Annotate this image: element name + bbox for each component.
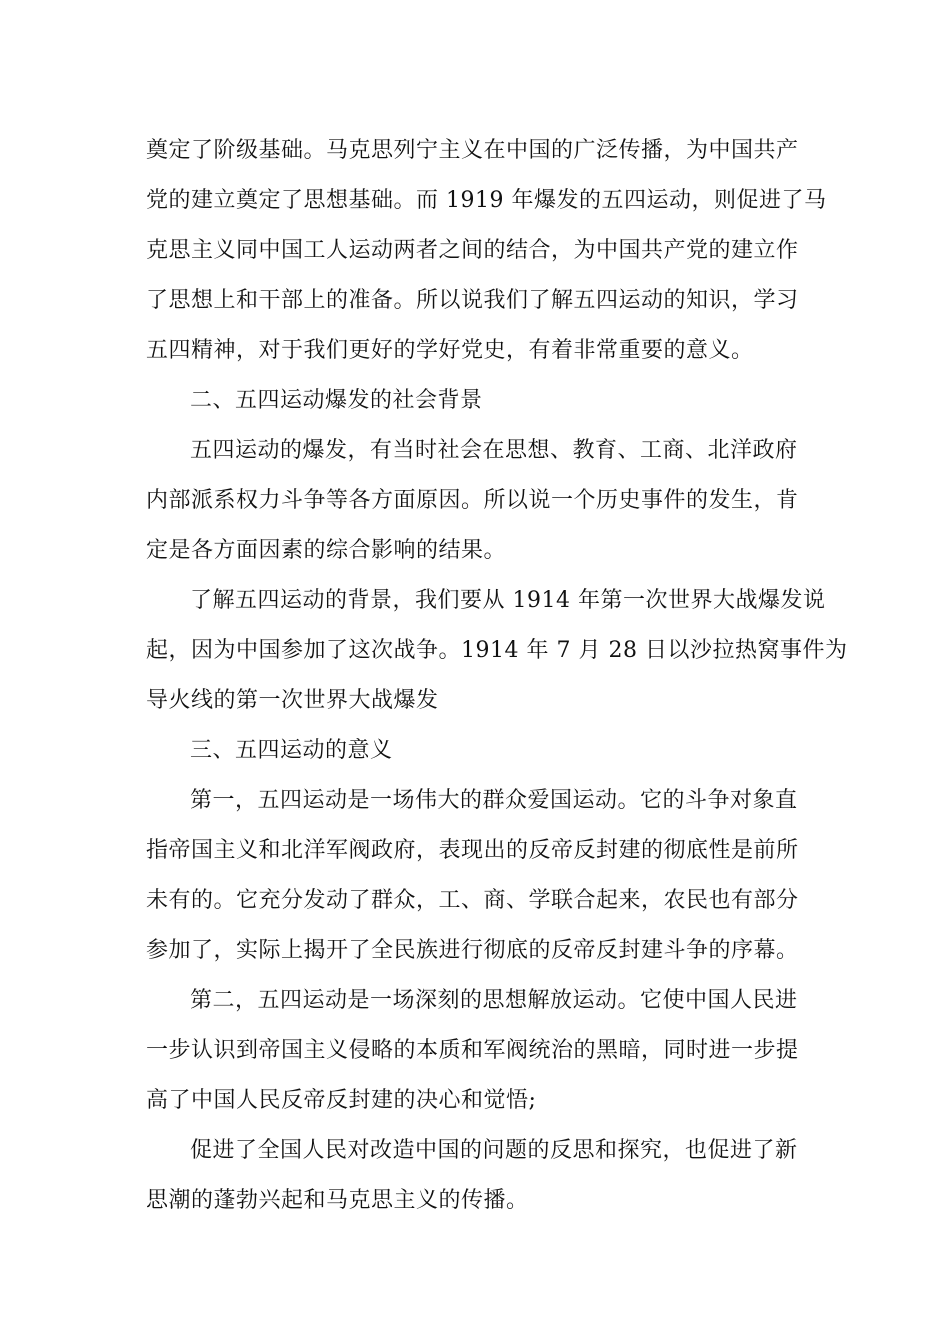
document-body: [146, 126, 848, 1226]
text-line: 五四运动的爆发，有当时社会在思想、教育、工商、北洋政府: [190, 438, 798, 463]
text-line: 了解五四运动的背景，我们要从 1914 年第一次世界大战爆发说: [190, 588, 826, 613]
text-line: 促进了全国人民对改造中国的问题的反思和探究，也促进了新: [190, 1138, 798, 1163]
paragraph-significance-second: [146, 976, 810, 1126]
text-line: 定是各方面因素的综合影响的结果。: [146, 538, 507, 563]
text-line: 高了中国人民反帝反封建的决心和觉悟;: [146, 1088, 537, 1113]
text-line: 起，因为中国参加了这次战争。1914 年 7 月 28 日以沙拉热窝事件为: [146, 638, 848, 663]
text-line: 克思主义同中国工人运动两者之间的结合，为中国共产党的建立作: [146, 238, 799, 263]
heading-line: 二、五四运动爆发的社会背景: [190, 388, 483, 413]
text-line: 内部派系权力斗争等各方面原因。所以说一个历史事件的发生，肯: [146, 488, 799, 513]
text-line: 一步认识到帝国主义侵略的本质和军阀统治的黑暗，同时进一步提: [146, 1038, 799, 1063]
paragraph-significance-first: [146, 776, 810, 976]
text-line: 奠定了阶级基础。马克思列宁主义在中国的广泛传播，为中国共产: [146, 138, 799, 163]
text-line: 思潮的蓬勃兴起和马克思主义的传播。: [146, 1188, 529, 1213]
paragraph-world-war: [146, 576, 848, 726]
text-line: 第二，五四运动是一场深刻的思想解放运动。它使中国人民进: [190, 988, 798, 1013]
text-line: 未有的。它充分发动了群众，工、商、学联合起来，农民也有部分: [146, 888, 799, 913]
paragraph-intro-continued: [146, 126, 827, 376]
text-line: 了思想上和干部上的准备。所以说我们了解五四运动的知识，学习: [146, 288, 799, 313]
section-heading-background: [146, 376, 810, 426]
text-line: 第一，五四运动是一场伟大的群众爱国运动。它的斗争对象直: [190, 788, 798, 813]
text-line: 参加了，实际上揭开了全民族进行彻底的反帝反封建斗争的序幕。: [146, 938, 799, 963]
text-line: 指帝国主义和北洋军阀政府，表现出的反帝反封建的彻底性是前所: [146, 838, 799, 863]
heading-line: 三、五四运动的意义: [190, 738, 393, 763]
text-line: 五四精神，对于我们更好的学好党史，有着非常重要的意义。: [146, 338, 754, 363]
paragraph-background-causes: [146, 426, 810, 576]
section-heading-significance: [146, 726, 810, 776]
text-line: 导火线的第一次世界大战爆发: [146, 688, 439, 713]
paragraph-significance-continued: [146, 1126, 810, 1226]
text-line: 党的建立奠定了思想基础。而 1919 年爆发的五四运动，则促进了马: [146, 188, 827, 213]
